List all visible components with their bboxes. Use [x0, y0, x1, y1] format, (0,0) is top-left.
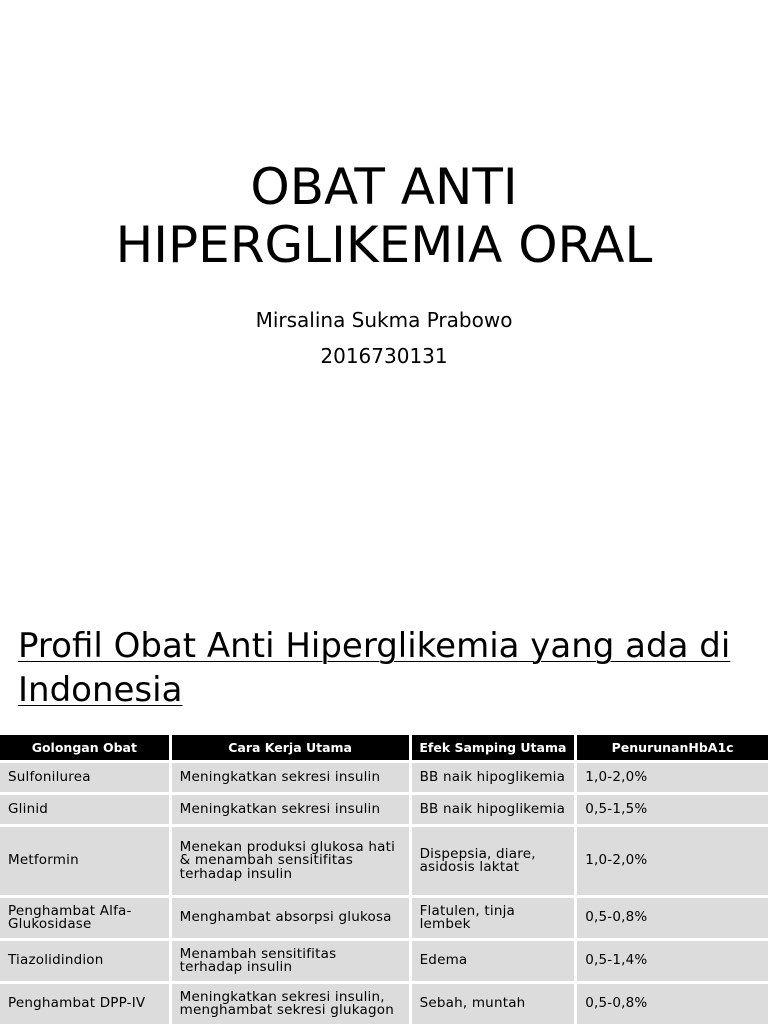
cell-penurunan: 0,5-0,8% — [577, 984, 768, 1024]
table-row — [0, 984, 768, 1024]
cell-penurunan: 0,5-1,4% — [577, 941, 768, 981]
cell-golongan: Tiazolidindion — [0, 941, 169, 981]
header-penurunan-hba1c: PenurunanHbA1c — [577, 735, 768, 760]
header-efek-samping: Efek Samping Utama — [412, 735, 575, 760]
cell-cara-kerja: Menghambat absorpsi glukosa — [172, 898, 409, 938]
cell-efek-samping: Flatulen, tinja lembek — [412, 898, 575, 938]
title-line-1: OBAT ANTI — [250, 158, 518, 216]
table-header-row — [0, 735, 768, 760]
author-name: Mirsalina Sukma Prabowo — [255, 308, 513, 332]
cell-cara-kerja: Menekan produksi glukosa hati & menambah sensitifitas terhadap insulin — [172, 827, 409, 895]
title-line-2: HIPERGLIKEMIA ORAL — [115, 216, 653, 274]
table-row — [0, 898, 768, 938]
cell-cara-kerja: Meningkatkan sekresi insulin, menghambat sekresi glukagon — [172, 984, 409, 1024]
cell-penurunan: 1,0-2,0% — [577, 827, 768, 895]
slide-title: Profil Obat Anti Hiperglikemia yang ada di Indonesia — [18, 626, 731, 710]
table-row — [0, 763, 768, 792]
cell-golongan: Penghambat DPP-IV — [0, 984, 169, 1024]
cell-efek-samping: Sebah, muntah — [412, 984, 575, 1024]
header-cara-kerja: Cara Kerja Utama — [172, 735, 409, 760]
profile-slide — [0, 590, 768, 1024]
cell-efek-samping: BB naik hipoglikemia — [412, 795, 575, 824]
cell-cara-kerja: Meningkatkan sekresi insulin — [172, 763, 409, 792]
cell-efek-samping: BB naik hipoglikemia — [412, 763, 575, 792]
presentation-title — [0, 158, 768, 274]
table-row — [0, 941, 768, 981]
cell-cara-kerja: Menambah sensitifitas terhadap insulin — [172, 941, 409, 981]
cell-golongan: Sulfonilurea — [0, 763, 169, 792]
cell-efek-samping: Dispepsia, diare, asidosis laktat — [412, 827, 575, 895]
table-row — [0, 795, 768, 824]
cell-penurunan: 0,5-0,8% — [577, 898, 768, 938]
cell-efek-samping: Edema — [412, 941, 575, 981]
cell-penurunan: 0,5-1,5% — [577, 795, 768, 824]
cell-golongan: Penghambat Alfa-Glukosidase — [0, 898, 169, 938]
table-row — [0, 827, 768, 895]
header-golongan-obat: Golongan Obat — [0, 735, 169, 760]
student-id: 2016730131 — [320, 344, 448, 368]
cell-cara-kerja: Meningkatkan sekresi insulin — [172, 795, 409, 824]
drug-profile-table — [0, 732, 768, 1027]
cell-golongan: Glinid — [0, 795, 169, 824]
cell-penurunan: 1,0-2,0% — [577, 763, 768, 792]
cell-golongan: Metformin — [0, 827, 169, 895]
